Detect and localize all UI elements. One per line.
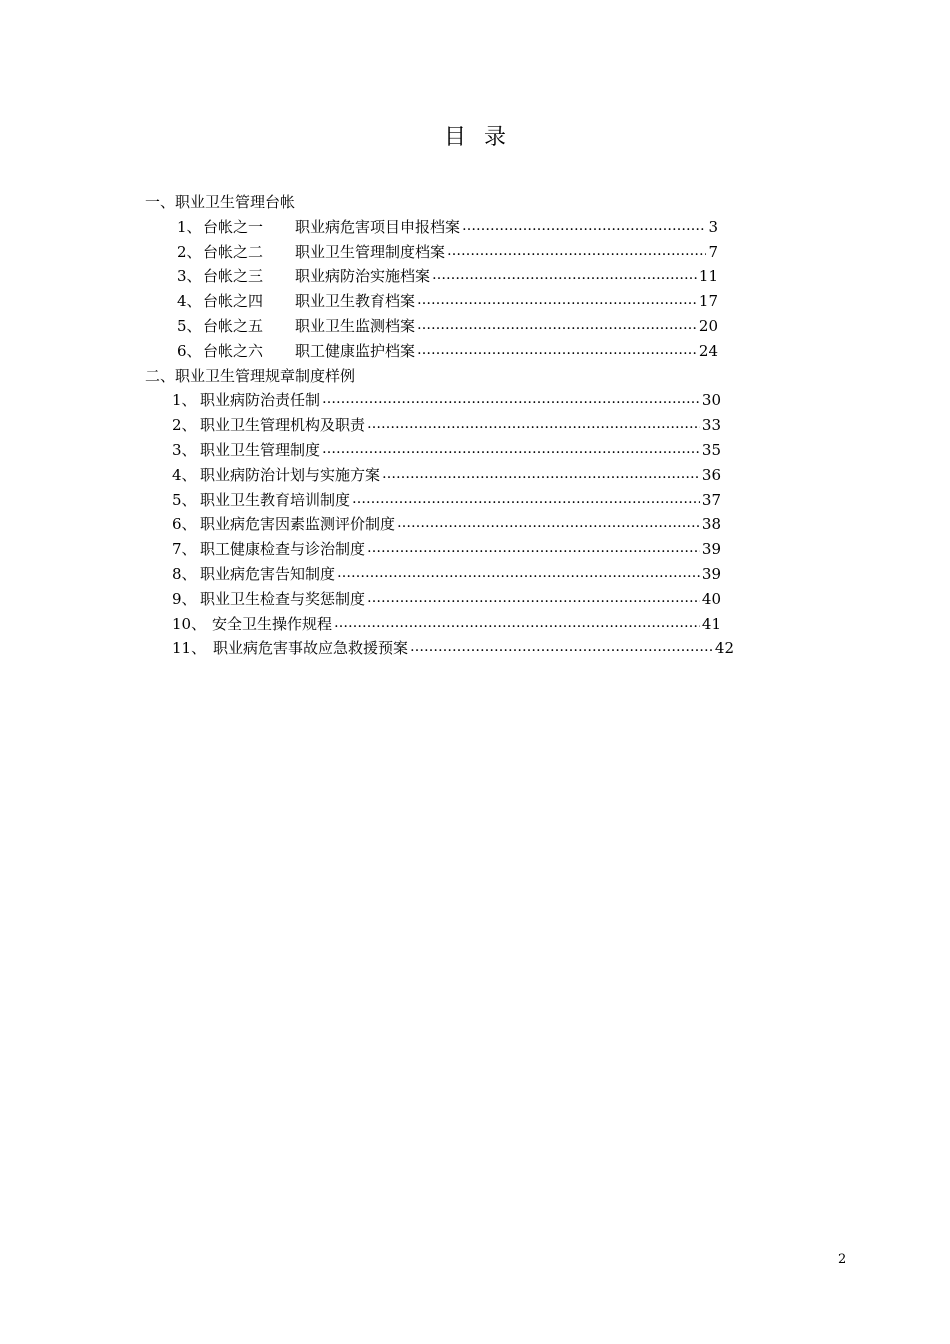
toc-entry[interactable] <box>145 537 721 562</box>
toc-entry[interactable] <box>145 512 721 537</box>
dot-leader <box>417 291 697 306</box>
toc-section-heading-2: 二、职业卫生管理规章制度样例 <box>145 366 356 385</box>
table-of-contents <box>145 190 745 661</box>
dot-leader <box>432 266 697 281</box>
toc-entry-number: 1、 <box>177 217 202 236</box>
toc-entry-label: 安全卫生操作规程 <box>212 614 333 633</box>
toc-entry-number: 5、 <box>177 316 202 335</box>
dot-leader <box>322 390 700 405</box>
toc-entry-page: 40 <box>701 589 721 608</box>
toc-entry-page: 11 <box>698 267 718 286</box>
toc-entry[interactable] <box>145 388 721 413</box>
toc-entry-number: 6、 <box>172 515 197 534</box>
toc-entry-label: 职业病危害因素监测评价制度 <box>200 515 396 534</box>
toc-section-2-entries <box>145 388 745 661</box>
page-title: 目录 <box>443 125 524 150</box>
toc-entry-page: 33 <box>701 416 721 435</box>
toc-entry-label: 职工健康检查与诊治制度 <box>200 540 366 559</box>
toc-entry-page: 39 <box>701 540 721 559</box>
toc-entry-number: 7、 <box>172 540 197 559</box>
dot-leader <box>397 514 700 529</box>
toc-entry-ledger: 台帐之六 <box>203 341 264 360</box>
toc-entry-page: 3 <box>708 217 718 236</box>
toc-entry-label: 职业病危害告知制度 <box>200 564 336 583</box>
toc-entry-number: 4、 <box>177 292 202 311</box>
toc-entry-page: 37 <box>701 490 721 509</box>
toc-entry-ledger: 台帐之二 <box>203 242 264 261</box>
toc-entry-ledger: 台帐之一 <box>203 217 264 236</box>
toc-entry-label: 职业卫生管理机构及职责 <box>200 416 366 435</box>
toc-entry-label: 职工健康监护档案 <box>295 341 416 360</box>
toc-entry[interactable] <box>145 289 718 314</box>
toc-entry-label: 职业病危害事故应急救援预案 <box>213 639 409 658</box>
toc-entry-number: 1、 <box>172 391 197 410</box>
toc-entry-number: 5、 <box>172 490 197 509</box>
toc-entry-label: 职业病防治计划与实施方案 <box>200 465 381 484</box>
toc-entry-label: 职业病防治责任制 <box>200 391 321 410</box>
toc-entry-ledger: 台帐之三 <box>203 267 264 286</box>
toc-entry-page: 35 <box>701 440 721 459</box>
dot-leader <box>367 589 700 604</box>
toc-entry[interactable] <box>145 488 721 513</box>
toc-entry[interactable] <box>145 463 721 488</box>
toc-entry-number: 9、 <box>172 589 197 608</box>
toc-entry-label: 职业卫生管理制度档案 <box>295 242 446 261</box>
toc-entry[interactable] <box>145 587 721 612</box>
toc-entry-label: 职业卫生监测档案 <box>295 316 416 335</box>
toc-entry-page: 20 <box>698 316 718 335</box>
dot-leader <box>352 490 700 505</box>
toc-section-heading-1: 一、职业卫生管理台帐 <box>145 193 296 211</box>
dot-leader <box>462 217 706 232</box>
dot-leader <box>382 465 700 480</box>
toc-entry-number: 6、 <box>177 341 202 360</box>
toc-entry-page: 36 <box>701 465 721 484</box>
toc-entry-number: 2、 <box>172 416 197 435</box>
toc-entry-number: 3、 <box>172 440 197 459</box>
toc-entry-number: 3、 <box>177 267 202 286</box>
toc-entry-ledger: 台帐之五 <box>203 316 264 335</box>
dot-leader <box>337 564 700 579</box>
toc-entry[interactable] <box>145 264 718 289</box>
toc-entry-label: 职业卫生检查与奖惩制度 <box>200 589 366 608</box>
dot-leader <box>410 638 713 653</box>
toc-entry[interactable] <box>145 314 718 339</box>
toc-entry-page: 42 <box>714 639 734 658</box>
toc-entry-label: 职业卫生教育培训制度 <box>200 490 351 509</box>
toc-entry-number: 4、 <box>172 465 197 484</box>
dot-leader <box>322 440 700 455</box>
dot-leader <box>417 341 697 356</box>
toc-entry-page: 17 <box>698 292 718 311</box>
toc-entry[interactable] <box>145 240 718 265</box>
toc-entry-page: 38 <box>701 515 721 534</box>
toc-entry[interactable] <box>145 636 734 661</box>
page-number: 2 <box>838 1252 847 1267</box>
toc-entry-page: 30 <box>701 391 721 410</box>
toc-entry-label: 职业病防治实施档案 <box>295 267 431 286</box>
toc-entry-label: 职业卫生教育档案 <box>295 292 416 311</box>
dot-leader <box>417 316 697 331</box>
toc-section-1-entries <box>145 215 745 364</box>
toc-entry-page: 39 <box>701 564 721 583</box>
toc-entry[interactable] <box>145 612 721 637</box>
toc-entry-label: 职业病危害项目申报档案 <box>295 217 461 236</box>
toc-entry-number: 11、 <box>172 639 207 658</box>
toc-entry-number: 10、 <box>172 614 207 633</box>
toc-entry[interactable] <box>145 413 721 438</box>
toc-entry[interactable] <box>145 339 718 364</box>
toc-entry[interactable] <box>145 438 721 463</box>
toc-entry-number: 2、 <box>177 242 202 261</box>
toc-entry-page: 24 <box>698 341 718 360</box>
toc-entry-ledger: 台帐之四 <box>203 292 264 311</box>
dot-leader <box>447 242 706 257</box>
dot-leader <box>367 415 700 430</box>
toc-entry-number: 8、 <box>172 564 197 583</box>
dot-leader <box>367 539 700 554</box>
toc-entry[interactable] <box>145 215 718 240</box>
toc-entry-page: 41 <box>701 614 721 633</box>
toc-entry[interactable] <box>145 562 721 587</box>
toc-entry-page: 7 <box>708 242 718 261</box>
dot-leader <box>334 614 700 629</box>
toc-entry-label: 职业卫生管理制度 <box>200 440 321 459</box>
